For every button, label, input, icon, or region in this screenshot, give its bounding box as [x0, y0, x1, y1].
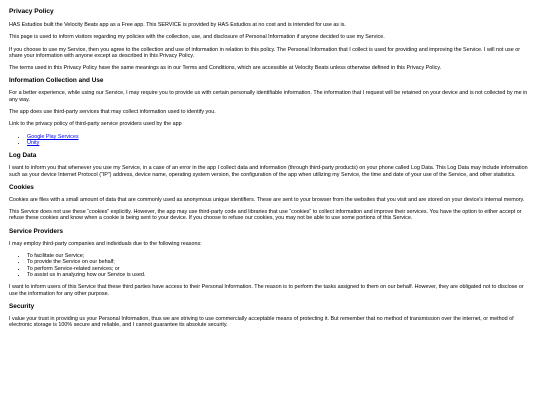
log-data-heading: Log Data [9, 152, 37, 160]
security-heading: Security [9, 302, 35, 310]
collection-paragraph-2: The app does use third-party services that may collect information used to identify you. [9, 109, 216, 116]
security-paragraph: I value your trust in providing us your Personal Information, thus we are striving to use commercially acceptable means of protecting it. But remember that no method of transmission over the internet, or method of electronic storage is 100% secure and reliable, and I cannot guarantee its absolute security. [9, 315, 514, 329]
service-providers-intro: I may employ third-party companies and individuals due to the following reasons: [9, 240, 202, 247]
third-party-links-list [9, 134, 531, 147]
list-item: • To assist us in analyzing how our Service is used. [27, 272, 531, 278]
collection-paragraph-1: For a better experience, while using our Service, I may require you to provide us with certain personally identifiable information. The information that I request will be retained on your device and is not collected by me in any way. [9, 90, 528, 103]
intro-paragraph-2: This page is used to inform visitors regarding my policies with the collection, use, and disclosure of Personal Information if anyone decided to use my Service. [9, 34, 385, 41]
unity-link[interactable]: Unity [27, 139, 40, 146]
list-item [27, 140, 531, 146]
cookies-heading: Cookies [9, 183, 34, 191]
intro-paragraph-4: The terms used in this Privacy Policy have the same meanings as in our Terms and Conditions, which are accessible at Velocity Beats unless otherwise defined in this Privacy Policy. [9, 65, 442, 72]
cookies-paragraph-2: This Service does not use these “cookies” explicitly. However, the app may use third-party code and libraries that use “cookies” to collect information and improve their services. You have the option to either accept or refuse these cookies and know when a cookie is being sent to your device. If you choose to refuse our cookies, you may not be able to use some portions of this Service. [9, 209, 522, 222]
service-providers-outro: I want to inform users of this Service that these third parties have access to their Personal Information. The reason is to perform the tasks assigned to them on our behalf. However, they are obligated not to disclose or use the information for any other purpose. [9, 284, 524, 297]
service-providers-heading: Service Providers [9, 227, 63, 235]
page-title: Privacy Policy [9, 8, 54, 15]
service-reasons-list [9, 253, 531, 278]
intro-paragraph-1: HAS Estudios built the Velocity Beats app as a Free app. This SERVICE is provided by HAS Estudios at no cost and is intended for use as is. [9, 22, 346, 28]
intro-paragraph-3: If you choose to use my Service, then you agree to the collection and use of information in relation to this policy. The Personal Information that I collect is used for providing and improving the Service. I will not use or share your information with anyone except as described in this Privacy Policy. [9, 46, 520, 59]
google-play-services-link[interactable]: Google Play Services [27, 133, 79, 140]
list-item: • To perform Service-related services; or [27, 266, 531, 272]
log-data-paragraph: I want to inform you that whenever you use my Service, in a case of an error in the app I collect data and information (through third-party products) on your phone called Log Data. This Log Data may include information such as your device Internet Protocol (“IP”) address, device name, operating system version, the configuration of the app when utilizing my Service, the time and date of your use of the Service, and other statistics. [9, 165, 528, 178]
cookies-paragraph-1: Cookies are files with a small amount of data that are commonly used as anonymous unique identifiers. These are sent to your browser from the websites that you visit and are stored on your device's internal memory. [9, 196, 525, 203]
collection-paragraph-3: Link to the privacy policy of third-party service providers used by the app [9, 121, 182, 128]
list-item: • To facilitate our Service; [27, 253, 531, 259]
collection-heading: Information Collection and Use [9, 77, 104, 85]
list-item: • To provide the Service on our behalf; [27, 259, 531, 265]
